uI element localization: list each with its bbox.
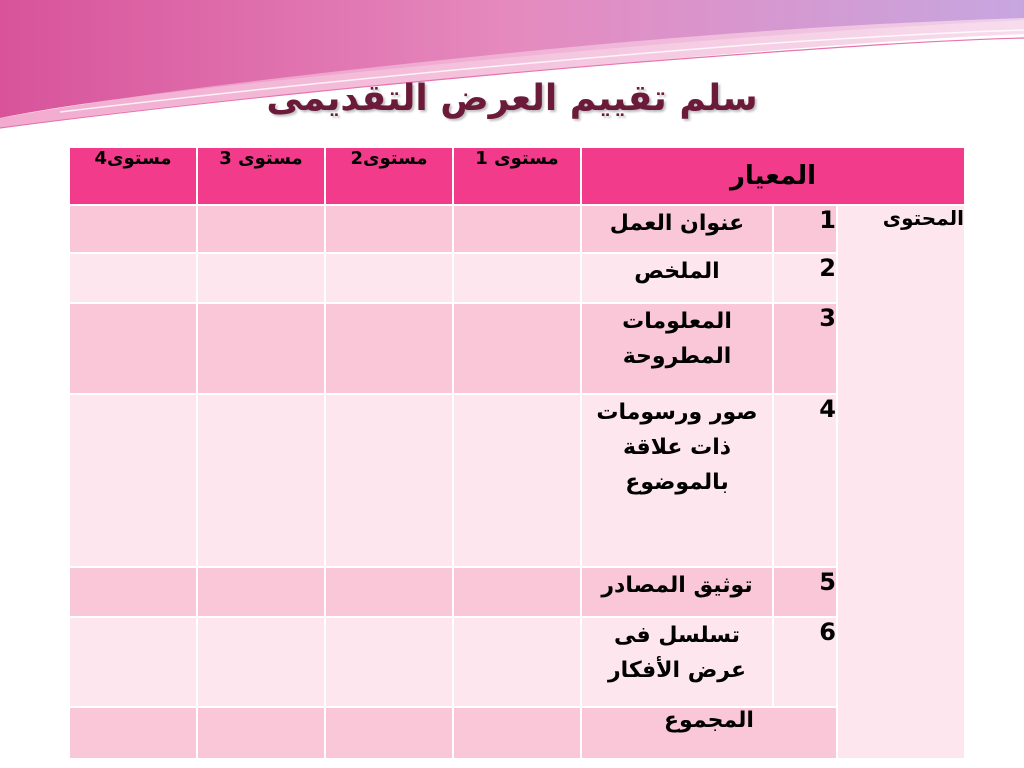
header-level-1: مستوى 1	[453, 147, 581, 205]
score-cell[interactable]	[197, 205, 325, 253]
score-cell[interactable]	[325, 617, 453, 707]
header-criterion: المعيار	[581, 147, 965, 205]
score-cell[interactable]	[325, 707, 453, 759]
score-cell[interactable]	[197, 303, 325, 394]
row-criterion: صور ورسومات ذات علاقة بالموضوع	[581, 394, 773, 567]
score-cell[interactable]	[197, 567, 325, 617]
score-cell[interactable]	[325, 205, 453, 253]
table-header-row	[69, 147, 965, 205]
score-cell[interactable]	[325, 303, 453, 394]
score-cell[interactable]	[453, 567, 581, 617]
table-row	[69, 303, 965, 394]
row-number: 2	[773, 253, 837, 303]
row-number: 3	[773, 303, 837, 394]
row-number: 6	[773, 617, 837, 707]
row-number: 1	[773, 205, 837, 253]
score-cell[interactable]	[453, 253, 581, 303]
row-criterion: تسلسل فى عرض الأفكار	[581, 617, 773, 707]
table-row	[69, 394, 965, 567]
header-level-4: مستوى4	[69, 147, 197, 205]
score-cell[interactable]	[69, 205, 197, 253]
score-cell[interactable]	[453, 394, 581, 567]
header-wave-decoration	[0, 0, 1024, 140]
page-title: سلم تقييم العرض التقديمى	[266, 78, 758, 119]
table-row	[69, 205, 965, 253]
row-number: 4	[773, 394, 837, 567]
table-row-total	[69, 707, 965, 759]
score-cell[interactable]	[69, 303, 197, 394]
score-cell[interactable]	[69, 253, 197, 303]
score-cell[interactable]	[69, 394, 197, 567]
score-cell[interactable]	[453, 205, 581, 253]
table-row	[69, 617, 965, 707]
row-number: 5	[773, 567, 837, 617]
row-criterion: الملخص	[581, 253, 773, 303]
evaluation-rubric-table	[68, 146, 966, 760]
score-cell[interactable]	[69, 707, 197, 759]
row-criterion: المعلومات المطروحة	[581, 303, 773, 394]
score-cell[interactable]	[453, 617, 581, 707]
score-cell[interactable]	[453, 707, 581, 759]
score-cell[interactable]	[197, 707, 325, 759]
header-level-2: مستوى2	[325, 147, 453, 205]
score-cell[interactable]	[325, 567, 453, 617]
score-cell[interactable]	[325, 394, 453, 567]
score-cell[interactable]	[325, 253, 453, 303]
score-cell[interactable]	[453, 303, 581, 394]
table-row	[69, 567, 965, 617]
score-cell[interactable]	[197, 617, 325, 707]
score-cell[interactable]	[69, 617, 197, 707]
score-cell[interactable]	[197, 253, 325, 303]
score-cell[interactable]	[197, 394, 325, 567]
score-cell[interactable]	[69, 567, 197, 617]
header-level-3: مستوى 3	[197, 147, 325, 205]
table-row	[69, 253, 965, 303]
row-criterion: توثيق المصادر	[581, 567, 773, 617]
category-content: المحتوى	[837, 205, 965, 759]
row-criterion: عنوان العمل	[581, 205, 773, 253]
total-label: المجموع	[581, 707, 837, 759]
